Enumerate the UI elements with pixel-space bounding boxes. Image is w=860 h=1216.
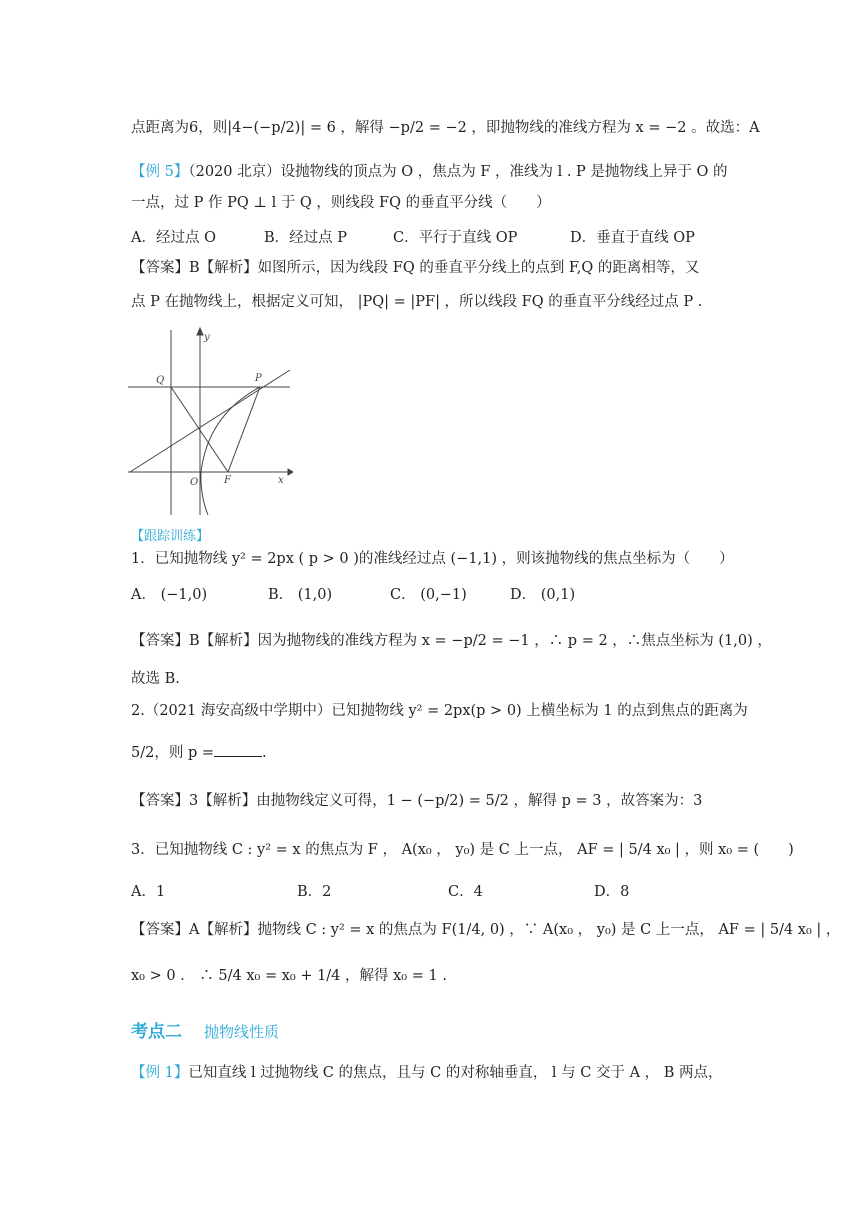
question-2-end: . bbox=[262, 745, 267, 761]
option-3-a: A．1 bbox=[131, 884, 166, 900]
question-2-rest: ，则 p = bbox=[154, 745, 214, 761]
answer-2: 【答案】3【解析】由抛物线定义可得，1 − (−p/2) = 5/2 ，解得 p = 3 ，故答案为：3 bbox=[131, 793, 703, 809]
answer-1: 【答案】B【解析】因为抛物线的准线方程为 x = −p/2 = −1 ，∴ p = 2 ，∴焦点坐标为 (1,0) ， bbox=[131, 633, 772, 649]
option-3-b: B．2 bbox=[297, 884, 332, 900]
parabola-curve bbox=[201, 387, 260, 515]
answer-5-line-2: 点 P 在抛物线上，根据定义可知， |PQ| = |PF| ，所以线段 FQ 的垂直平分线经过点 P . bbox=[131, 294, 703, 310]
example-5-line bbox=[131, 162, 728, 182]
answer-3-line-2: x₀ > 0 ． ∴ 5/4 x₀ = x₀ + 1/4 ，解得 x₀ = 1 . bbox=[131, 968, 447, 984]
label-p: P bbox=[255, 373, 262, 384]
answer-5: 【答案】B【解析】如图所示，因为线段 FQ 的垂直平分线上的点到 F,Q 的距离相等，又 bbox=[131, 260, 700, 276]
section-title: 考点二 bbox=[131, 1022, 182, 1042]
label-x: x bbox=[278, 475, 284, 486]
perpendicular-bisector bbox=[130, 370, 290, 472]
section-subtitle: 抛物线性质 bbox=[204, 1023, 280, 1041]
section-heading bbox=[131, 1017, 279, 1042]
question-3: 3．已知抛物线 C : y² = x 的焦点为 F ， A(x₀ ， y₀) 是 C 上一点， AF = | 5/4 x₀ | ，则 x₀ = ( ) bbox=[131, 842, 794, 858]
question-2: 2.（2021 海安高级中学期中）已知抛物线 y² = 2px(p > 0) 上横坐标为 1 的点到焦点的距离为 bbox=[131, 703, 748, 719]
y-axis-arrow bbox=[197, 328, 203, 335]
option-1-a: A． (−1,0) bbox=[131, 587, 208, 603]
option-5-c: C．平行于直线 OP bbox=[393, 230, 518, 246]
text-line-1: 点距离为6，则|4−(−p/2)| = 6 ，解得 −p/2 = −2 ，即抛物线的准线方程为 x = −2 。故选：A bbox=[131, 120, 760, 136]
option-5-b: B．经过点 P bbox=[264, 230, 348, 246]
option-1-c: C． (0,−1) bbox=[390, 587, 467, 603]
example-1-text: 已知直线 l 过抛物线 C 的焦点，且与 C 的对称轴垂直， l 与 C 交于 A ， B 两点， bbox=[188, 1065, 723, 1081]
example-5-line-2: 一点，过 P 作 PQ ⊥ l 于 Q ，则线段 FQ 的垂直平分线（ ） bbox=[131, 195, 551, 211]
example-5-text: （2020 北京）设抛物线的顶点为 O ，焦点为 F ，准线为 l . P 是抛物线上异于 O 的 bbox=[188, 164, 728, 180]
answer-3: 【答案】A【解析】抛物线 C : y² = x 的焦点为 F(1/4, 0) ，∵ A(x₀ ， y₀) 是 C 上一点， AF = | 5/4 x₀ | ， bbox=[131, 922, 841, 938]
option-5-d: D．垂直于直线 OP bbox=[570, 230, 695, 246]
answer-blank[interactable] bbox=[214, 742, 262, 757]
option-3-c: C．4 bbox=[448, 884, 483, 900]
label-q: Q bbox=[156, 375, 165, 386]
option-3-d: D．8 bbox=[594, 884, 630, 900]
label-o: O bbox=[190, 477, 199, 488]
label-y: y bbox=[204, 332, 210, 343]
option-1-b: B． (1,0) bbox=[268, 587, 333, 603]
example-1-line bbox=[131, 1063, 723, 1083]
parabola-figure bbox=[128, 325, 293, 515]
option-1-d: D． (0,1) bbox=[510, 587, 576, 603]
question-1: 1．已知抛物线 y² = 2px ( p > 0 )的准线经过点 (−1,1) ，则该抛物线的焦点坐标为（ ） bbox=[131, 551, 734, 567]
answer-1-line-2: 故选 B. bbox=[131, 671, 180, 687]
example-5-tag: 【例 5】 bbox=[131, 164, 189, 180]
option-5-a: A．经过点 O bbox=[131, 230, 216, 246]
x-axis-arrow bbox=[288, 469, 293, 475]
question-2-fraction: 5/2 bbox=[131, 745, 155, 761]
example-1-tag: 【例 1】 bbox=[131, 1065, 189, 1081]
question-2-line-2 bbox=[131, 742, 267, 763]
label-f: F bbox=[224, 475, 231, 486]
follow-up-title: 【跟踪训练】 bbox=[131, 529, 210, 544]
